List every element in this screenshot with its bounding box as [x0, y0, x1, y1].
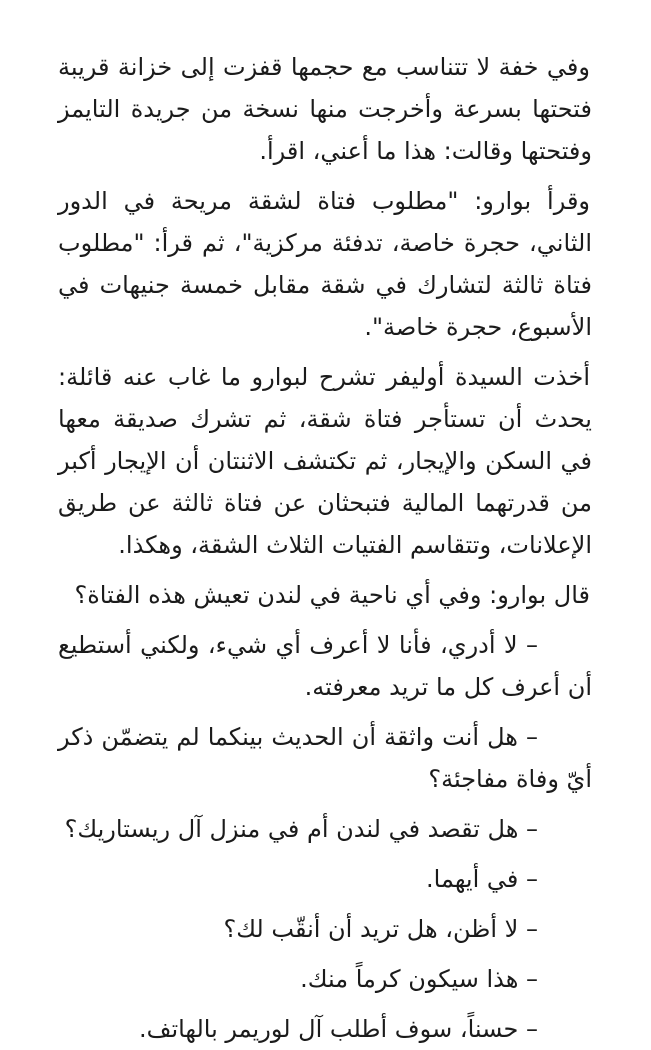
dialogue-paragraph: – لا أدري، فأنا لا أعرف أي شيء، ولكني أستطيع أن أعرف كل ما تريد معرفته. — [58, 631, 592, 701]
dialogue-paragraph: – هل تقصد في لندن أم في منزل آل ريستاريك؟ — [64, 815, 538, 843]
dialogue-paragraph: – لا أظن، هل تريد أن أنقّب لك؟ — [223, 915, 538, 943]
narrative-paragraph: أخذت السيدة أوليفر تشرح لبوارو ما غاب عنه قائلة: يحدث أن تستأجر فتاة شقة، ثم تشرك صديقة معها في السكن والإيجار، ثم تكتشف الاثنتان أن الإيجار أكبر من قدرتهما المالية فتبحثان عن فتاة ثالثة عن طريق الإعلانات، وتتقاسم الفتيات الثلاث الشقة، وهكذا. — [58, 363, 592, 559]
dialogue-paragraph: – حسناً، سوف أطلب آل لوريمر بالهاتف. — [138, 1015, 538, 1043]
dialogue-paragraph: – هذا سيكون كرماً منك. — [300, 965, 538, 993]
text-block — [58, 46, 592, 1050]
narrative-paragraph: وقرأ بوارو: "مطلوب فتاة لشقة مريحة في الدور الثاني، حجرة خاصة، تدفئة مركزية"، ثم قرأ: "مطلوب فتاة ثالثة لتشارك في شقة مقابل خمسة جنيهات في الأسبوع، حجرة خاصة". — [58, 187, 592, 341]
narrative-paragraph: قال بوارو: وفي أي ناحية في لندن تعيش هذه الفتاة؟ — [74, 581, 590, 609]
dialogue-paragraph: – هل أنت واثقة أن الحديث بينكما لم يتضمّن ذكر أيّ وفاة مفاجئة؟ — [58, 723, 592, 793]
narrative-paragraph: وفي خفة لا تتناسب مع حجمها قفزت إلى خزانة قريبة فتحتها بسرعة وأخرجت منها نسخة من جريدة التايمز وفتحتها وقالت: هذا ما أعني، اقرأ. — [58, 53, 592, 165]
dialogue-paragraph: – في أيهما. — [426, 865, 538, 893]
